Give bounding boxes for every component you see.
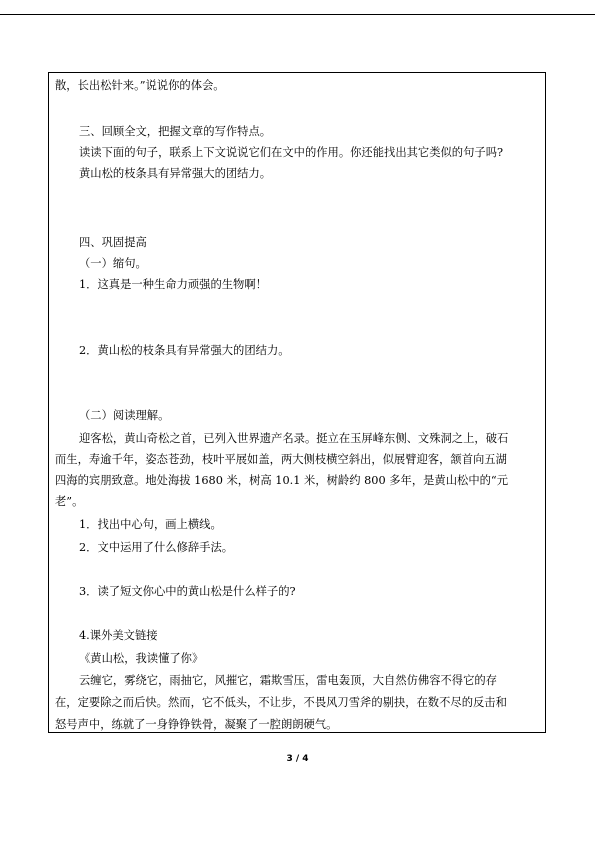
essay-line-1: 云缠它，雾绕它，雨抽它，风摧它，霜欺雪压，雷电轰顶，大自然仿佛容不得它的存 xyxy=(79,674,497,687)
extended-reading-heading: 4.课外美文链接 xyxy=(79,629,158,642)
reading-paragraph-line-4: 老”。 xyxy=(55,495,84,508)
instruction-text: 读读下面的句子，联系上下文说说它们在文中的作用。你还能找出其它类似的句子吗? xyxy=(79,146,504,159)
reading-paragraph-line-3: 四海的宾朋致意。地处海拔 1680 米，树高 10.1 米，树龄约 800 多年，是黄山松中的“元 xyxy=(55,474,508,487)
section-heading-four: 四、巩固提高 xyxy=(79,236,147,249)
subsection-heading-reading: （二）阅读理解。 xyxy=(79,409,170,422)
exercise-item-2: 2．黄山松的枝条具有异常强大的团结力。 xyxy=(79,344,290,357)
essay-line-2: 在，定要除之而后快。然而，它不低头，不让步，不畏风刀雪斧的剔抉，在数不尽的反击和 xyxy=(55,696,507,709)
question-3: 3．读了短文你心中的黄山松是什么样子的? xyxy=(79,585,296,598)
reading-paragraph-line-1: 迎客松，黄山奇松之首，已列入世界遗产名录。挺立在玉屏峰东侧、文殊洞之上，破石 xyxy=(79,432,509,445)
section-heading-three: 三、回顾全文，把握文章的写作特点。 xyxy=(79,125,272,138)
reading-paragraph-line-2: 而生，寿逾千年，姿态苍劲，枝叶平展如盖，两大侧枝横空斜出，似展臂迎客，颔首向五湖 xyxy=(55,453,507,466)
essay-line-3: 怒号声中，练就了一身铮铮铁骨，凝聚了一腔朗朗硬气。 xyxy=(55,718,338,731)
subsection-heading-shorten: （一）缩句。 xyxy=(79,257,147,270)
exercise-item-1: 1．这真是一种生命力顽强的生物啊！ xyxy=(79,278,267,291)
header-rule xyxy=(0,14,595,15)
question-1: 1．找出中心句，画上横线。 xyxy=(79,518,222,531)
text-line-continuation: 散，长出松针来。”说说你的体会。 xyxy=(55,79,225,92)
question-2: 2．文中运用了什么修辞手法。 xyxy=(79,541,234,554)
essay-title: 《黄山松，我读懂了你》 xyxy=(79,652,204,665)
page-number: 3 / 4 xyxy=(286,754,309,764)
example-sentence: 黄山松的枝条具有异常强大的团结力。 xyxy=(79,167,272,180)
